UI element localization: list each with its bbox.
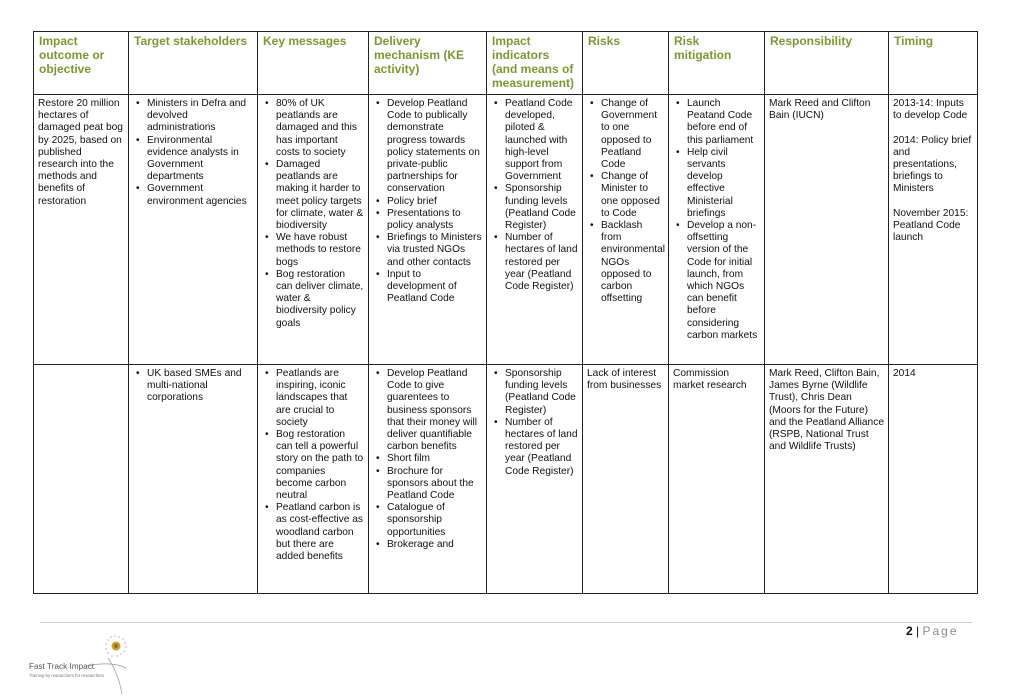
list-item: • Number of hectares of land restored per year (Peatland Code Register) bbox=[505, 232, 578, 293]
list-item: • Policy brief bbox=[387, 196, 482, 208]
list-item: • Peatland Code developed, piloted & launched with high-level support from Government bbox=[505, 98, 578, 183]
col-header-timing: Timing bbox=[889, 32, 978, 95]
col-header-risks: Risks bbox=[583, 32, 669, 95]
col-header-delivery: Delivery mechanism (KE activity) bbox=[369, 32, 487, 95]
indicators-list bbox=[491, 368, 578, 478]
list-item: • Damaged peatlands are making it harder to meet policy targets for climate, water & biodiversity bbox=[276, 159, 364, 232]
table-row bbox=[34, 95, 978, 365]
timing-cell: 2013-14: Inputs to develop Code 2014: Policy brief and presentations, briefings to Ministers November 2015: Peatland Code launch bbox=[889, 95, 978, 365]
messages-list bbox=[262, 98, 364, 330]
responsibility-cell: Mark Reed and Clifton Bain (IUCN) bbox=[765, 95, 889, 365]
list-item: • Ministers in Defra and devolved administrations bbox=[147, 98, 253, 135]
page-word: Page bbox=[922, 624, 959, 638]
list-item: • Bog restoration can tell a powerful story on the path to companies become carbon neutral bbox=[276, 429, 364, 502]
logo-name: Fast Track Impact bbox=[29, 662, 95, 671]
list-item: • Environmental evidence analysts in Government departments bbox=[147, 135, 253, 184]
footer-rule bbox=[40, 622, 972, 623]
list-item: • 80% of UK peatlands are damaged and this has important costs to society bbox=[276, 98, 364, 159]
list-item: • Input to development of Peatland Code bbox=[387, 269, 482, 306]
page-number-value: 2 bbox=[906, 624, 913, 638]
indicators-cell bbox=[487, 365, 583, 594]
list-item: • Sponsorship funding levels (Peatland Code Register) bbox=[505, 368, 578, 417]
messages-cell bbox=[258, 365, 369, 594]
mitigation-cell bbox=[669, 95, 765, 365]
col-header-stakeholders: Target stakeholders bbox=[129, 32, 258, 95]
risks-cell: Lack of interest from businesses bbox=[583, 365, 669, 594]
col-header-indicators: Impact indicators (and means of measurement) bbox=[487, 32, 583, 95]
list-item: • Launch Peatand Code before end of this parliament bbox=[687, 98, 760, 147]
stakeholders-cell bbox=[129, 365, 258, 594]
delivery-list bbox=[373, 98, 482, 305]
list-item: • Sponsorship funding levels (Peatland Code Register) bbox=[505, 183, 578, 232]
list-item: • Brokerage and bbox=[387, 539, 482, 551]
objective-cell: Restore 20 million hectares of damaged peat bog by 2025, based on published research into the methods and benefits of restoration bbox=[34, 95, 129, 365]
list-item: • Catalogue of sponsorship opportunities bbox=[387, 502, 482, 539]
list-item: • Peatlands are inspiring, iconic landscapes that are crucial to society bbox=[276, 368, 364, 429]
indicators-list bbox=[491, 98, 578, 293]
list-item: • Backlash from environmental NGOs opposed to carbon offsetting bbox=[601, 220, 664, 305]
list-item: • Presentations to policy analysts bbox=[387, 208, 482, 232]
list-item: • We have robust methods to restore bogs bbox=[276, 232, 364, 269]
messages-cell bbox=[258, 95, 369, 365]
stakeholders-cell bbox=[129, 95, 258, 365]
logo-tagline: Training by researchers for researchers bbox=[29, 673, 105, 678]
list-item: • Develop Peatland Code to give guarentees to business sponsors that their money will deliver quantifiable carbon benefits bbox=[387, 368, 482, 453]
list-item: • Bog restoration can deliver climate, water & biodiversity policy goals bbox=[276, 269, 364, 330]
page-number bbox=[906, 624, 959, 638]
list-item: • Briefings to Ministers via trusted NGOs and other contacts bbox=[387, 232, 482, 269]
list-item: • Change of Government to one opposed to Peatland Code bbox=[601, 98, 664, 171]
risks-list bbox=[587, 98, 664, 305]
delivery-cell bbox=[369, 365, 487, 594]
impact-plan-table bbox=[33, 31, 978, 594]
delivery-cell bbox=[369, 95, 487, 365]
list-item: • UK based SMEs and multi-national corporations bbox=[147, 368, 253, 405]
mitigation-cell: Commission market research bbox=[669, 365, 765, 594]
col-header-messages: Key messages bbox=[258, 32, 369, 95]
objective-cell bbox=[34, 365, 129, 594]
responsibility-cell: Mark Reed, Clifton Bain, James Byrne (Wildlife Trust), Chris Dean (Moors for the Future) and the Peatland Alliance (RSPB, National Trust and Wildlife Trusts) bbox=[765, 365, 889, 594]
list-item: • Develop a non-offsetting version of the Code for initial launch, from which NGOs can benefit before considering carbon markets bbox=[687, 220, 760, 342]
list-item: • Brochure for sponsors about the Peatland Code bbox=[387, 466, 482, 503]
list-item: • Government environment agencies bbox=[147, 183, 253, 207]
list-item: • Number of hectares of land restored per year (Peatland Code Register) bbox=[505, 417, 578, 478]
stakeholders-list bbox=[133, 368, 253, 405]
col-header-mitigation: Risk mitigation bbox=[669, 32, 765, 95]
list-item: • Help civil servants develop effective Ministerial briefings bbox=[687, 147, 760, 220]
messages-list bbox=[262, 368, 364, 563]
risks-cell bbox=[583, 95, 669, 365]
stakeholders-list bbox=[133, 98, 253, 208]
delivery-list bbox=[373, 368, 482, 551]
col-header-responsibility: Responsibility bbox=[765, 32, 889, 95]
indicators-cell bbox=[487, 95, 583, 365]
mitigation-list bbox=[673, 98, 760, 342]
header-row bbox=[34, 32, 978, 95]
page-number-separator: | bbox=[916, 624, 920, 638]
list-item: • Change of Minister to one opposed to Code bbox=[601, 171, 664, 220]
list-item: • Peatland carbon is as cost-effective as woodland carbon but there are added benefits bbox=[276, 502, 364, 563]
table-row bbox=[34, 365, 978, 594]
list-item: • Develop Peatland Code to publically demonstrate progress towards policy statements on private-public partnerships for conservation bbox=[387, 98, 482, 196]
timing-cell: 2014 bbox=[889, 365, 978, 594]
col-header-objective: Impact outcome or objective bbox=[34, 32, 129, 95]
list-item: • Short film bbox=[387, 453, 482, 465]
